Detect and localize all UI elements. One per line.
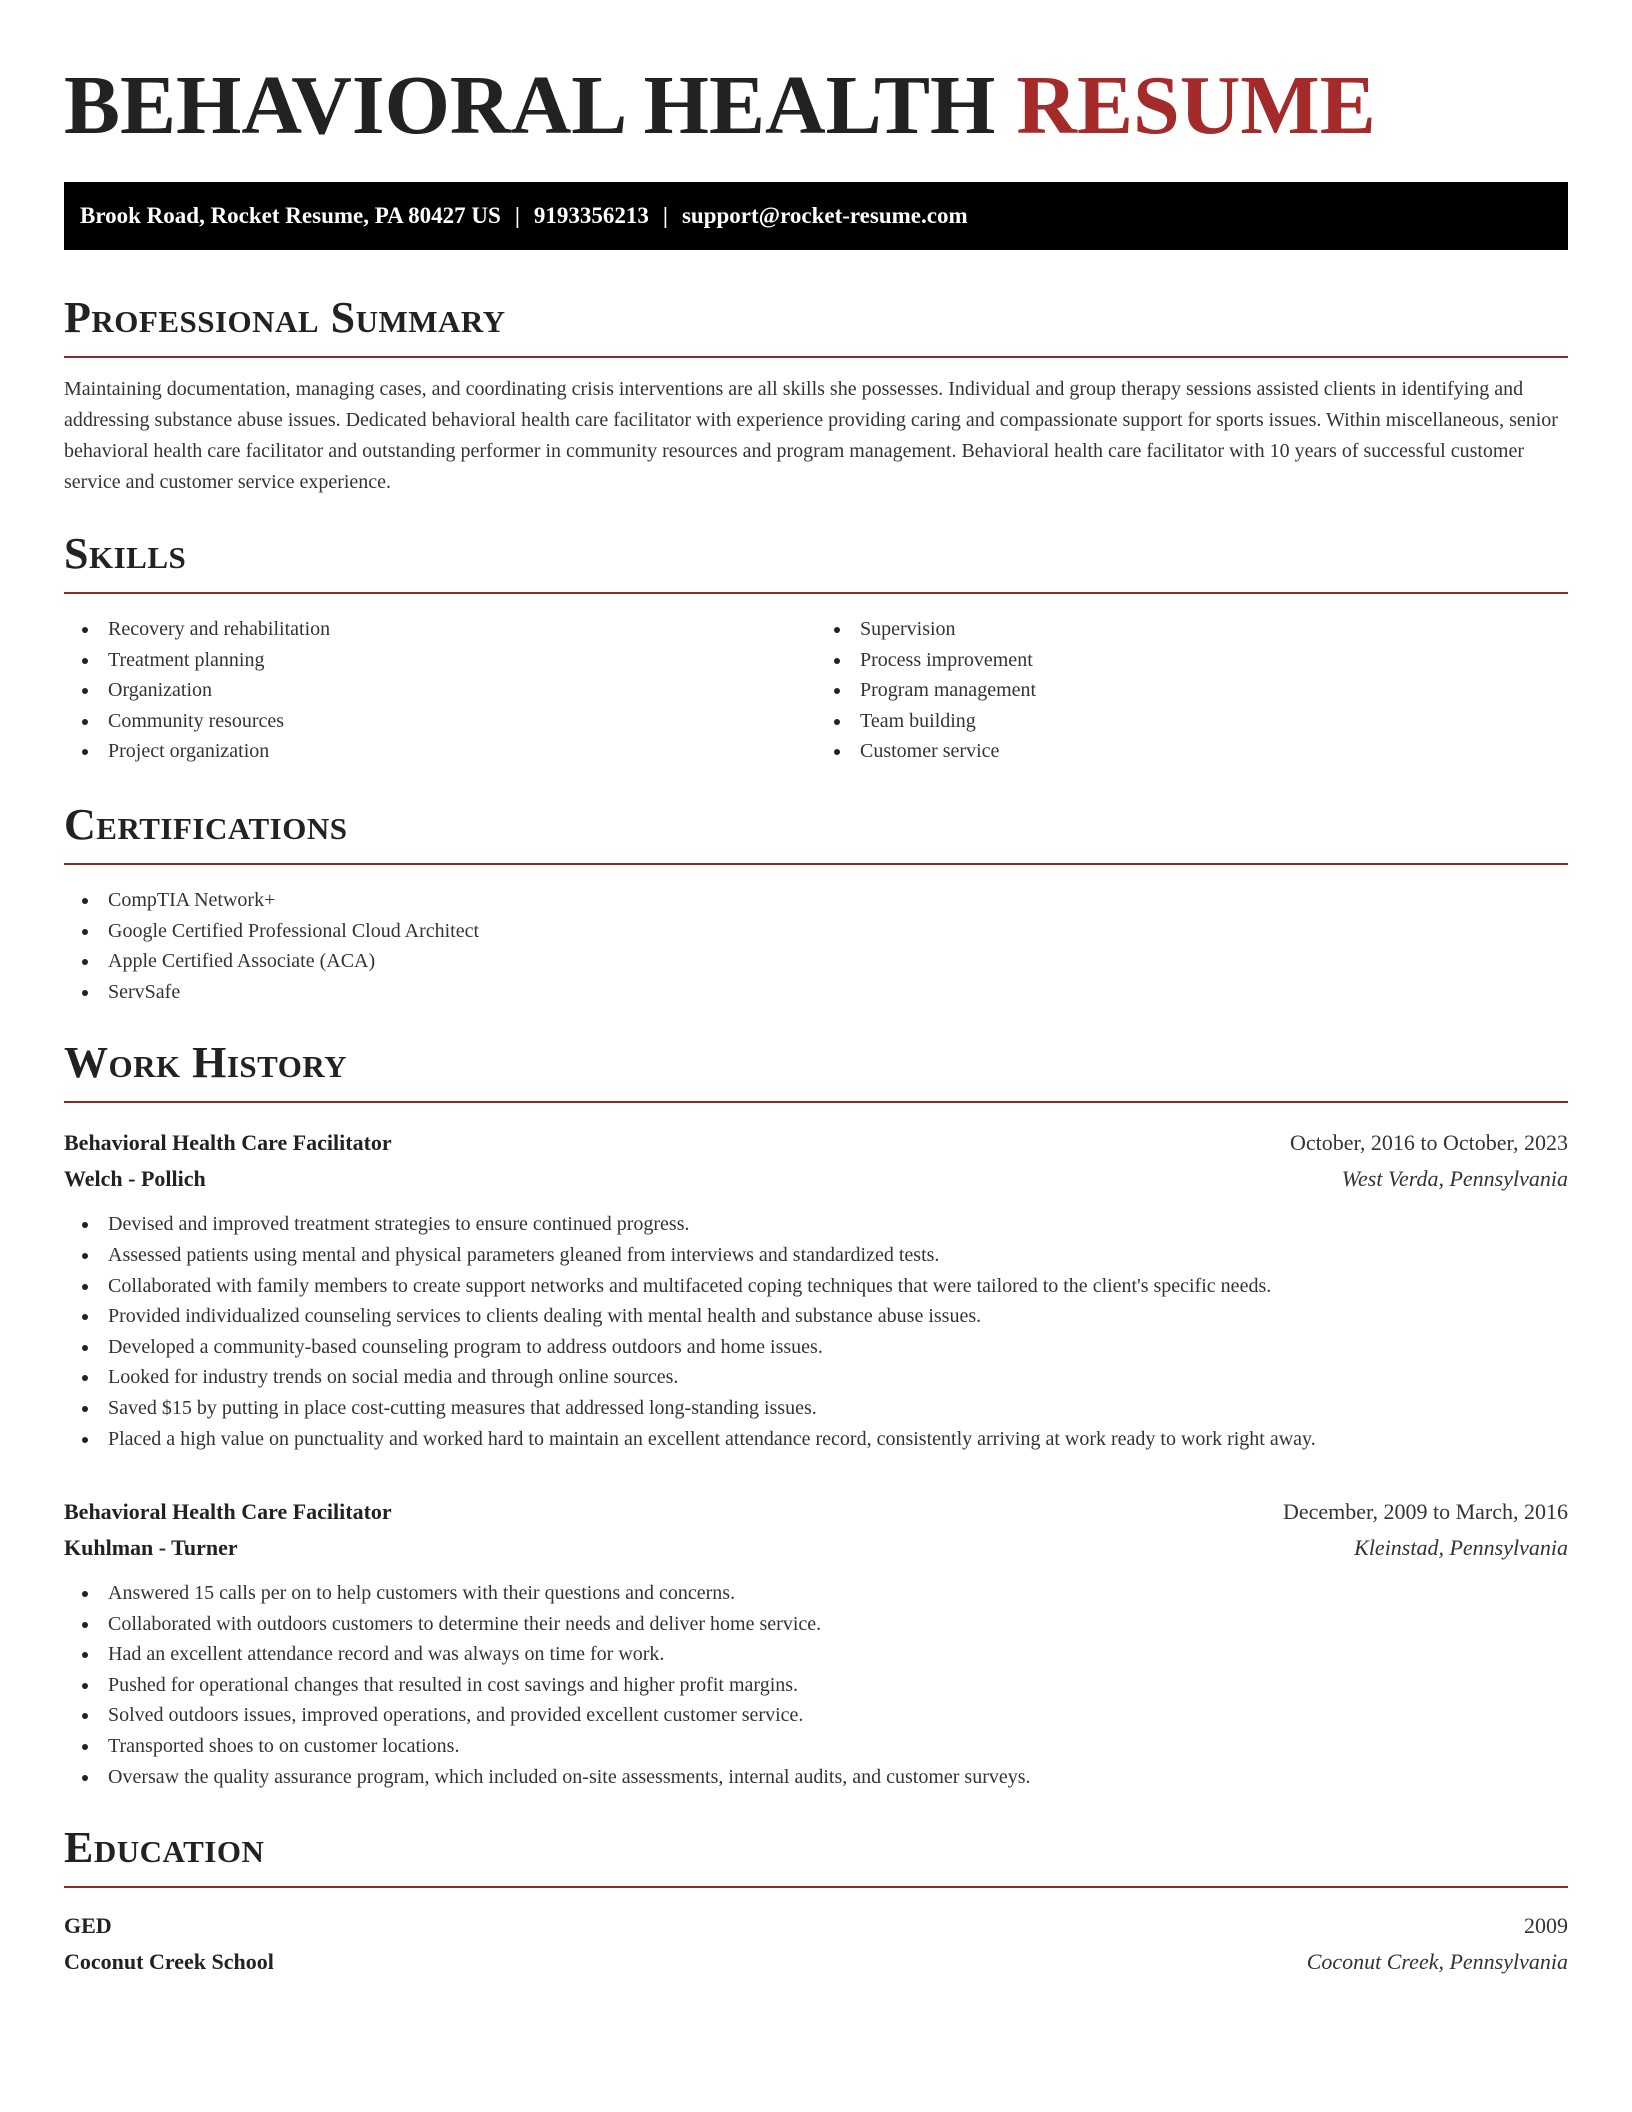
job-company-row xyxy=(64,1161,1568,1197)
skill-item: Community resources xyxy=(64,706,816,737)
job-company-row xyxy=(64,1530,1568,1566)
summary-heading: Professional Summary xyxy=(64,296,1568,358)
job-duties-list xyxy=(64,1578,1568,1792)
contact-separator: | xyxy=(514,203,520,228)
job-duty: Looked for industry trends on social media and through online sources. xyxy=(64,1362,1568,1393)
summary-section xyxy=(64,293,1568,498)
job-duty: Answered 15 calls per on to help customers with their questions and concerns. xyxy=(64,1578,1568,1609)
job-duty: Transported shoes to on customer locations. xyxy=(64,1731,1568,1762)
education-degree: GED xyxy=(64,1913,112,1939)
job-duty: Devised and improved treatment strategies to ensure continued progress. xyxy=(64,1209,1568,1240)
education-heading: Education xyxy=(64,1826,1568,1888)
skill-item: Supervision xyxy=(816,614,1568,645)
job-duty: Had an excellent attendance record and was always on time for work. xyxy=(64,1639,1568,1670)
certification-item: Google Certified Professional Cloud Architect xyxy=(64,916,1568,947)
certification-item: CompTIA Network+ xyxy=(64,885,1568,916)
skill-item: Program management xyxy=(816,675,1568,706)
job-duty: Placed a high value on punctuality and worked hard to maintain an excellent attendance record, consistently arriving at work ready to work right away. xyxy=(64,1424,1568,1455)
skills-column-left xyxy=(64,614,816,767)
job-duties-list xyxy=(64,1209,1568,1454)
skill-item: Process improvement xyxy=(816,645,1568,676)
education-year: 2009 xyxy=(1524,1913,1568,1939)
education-location: Coconut Creek, Pennsylvania xyxy=(1306,1949,1568,1975)
education-degree-row xyxy=(64,1908,1568,1944)
certifications-section xyxy=(64,799,1568,1007)
skill-item: Treatment planning xyxy=(64,645,816,676)
contact-address: Brook Road, Rocket Resume, PA 80427 US xyxy=(80,203,501,228)
certification-item: Apple Certified Associate (ACA) xyxy=(64,946,1568,977)
work-history-section xyxy=(64,1038,1568,1792)
certification-item: ServSafe xyxy=(64,977,1568,1008)
education-school-row xyxy=(64,1944,1568,1980)
job-entry xyxy=(64,1125,1568,1454)
skill-item: Team building xyxy=(816,706,1568,737)
education-school: Coconut Creek School xyxy=(64,1949,274,1975)
skills-list-left xyxy=(64,614,816,767)
contact-bar xyxy=(64,182,1568,250)
job-header-row xyxy=(64,1125,1568,1161)
job-location: West Verda, Pennsylvania xyxy=(1341,1166,1568,1192)
work-history-heading: Work History xyxy=(64,1041,1568,1103)
job-duty: Assessed patients using mental and physical parameters gleaned from interviews and standardized tests. xyxy=(64,1240,1568,1271)
job-header-row xyxy=(64,1494,1568,1530)
job-location: Kleinstad, Pennsylvania xyxy=(1354,1535,1568,1561)
job-duty: Collaborated with family members to create support networks and multifaceted coping techniques that were tailored to the client's specific needs. xyxy=(64,1271,1568,1302)
job-duty: Pushed for operational changes that resulted in cost savings and higher profit margins. xyxy=(64,1670,1568,1701)
skills-list-right xyxy=(816,614,1568,767)
certifications-heading: Certifications xyxy=(64,803,1568,865)
skills-grid xyxy=(64,614,1568,767)
skill-item: Organization xyxy=(64,675,816,706)
contact-email[interactable]: support@rocket-resume.com xyxy=(681,203,968,228)
job-dates: December, 2009 to March, 2016 xyxy=(1282,1499,1568,1525)
title-main: BEHAVIORAL HEALTH xyxy=(64,59,996,152)
job-duty: Developed a community-based counseling program to address outdoors and home issues. xyxy=(64,1332,1568,1363)
job-title: Behavioral Health Care Facilitator xyxy=(64,1130,392,1156)
job-duty: Solved outdoors issues, improved operations, and provided excellent customer service. xyxy=(64,1700,1568,1731)
contact-separator: | xyxy=(662,203,668,228)
skill-item: Customer service xyxy=(816,736,1568,767)
job-company: Welch - Pollich xyxy=(64,1166,206,1192)
skills-heading: Skills xyxy=(64,532,1568,594)
job-duty: Collaborated with outdoors customers to determine their needs and deliver home service. xyxy=(64,1609,1568,1640)
job-duty: Saved $15 by putting in place cost-cutting measures that addressed long-standing issues. xyxy=(64,1393,1568,1424)
education-section xyxy=(64,1823,1568,1980)
job-dates: October, 2016 to October, 2023 xyxy=(1289,1130,1568,1156)
job-title: Behavioral Health Care Facilitator xyxy=(64,1499,392,1525)
skill-item: Recovery and rehabilitation xyxy=(64,614,816,645)
education-entry xyxy=(64,1908,1568,1980)
summary-text: Maintaining documentation, managing cases, and coordinating crisis interventions are all skills she possesses. Individual and group therapy sessions assisted clients in identifying and addressing substance abuse issues. Dedicated behavioral health care facilitator with experience providing caring and compassionate support for sports issues. Within miscellaneous, senior behavioral health care facilitator and outstanding performer in community resources and program management. Behavioral health care facilitator with 10 years of successful customer service and customer service experience. xyxy=(64,378,1558,493)
skills-section xyxy=(64,529,1568,767)
job-entry xyxy=(64,1494,1568,1792)
contact-phone[interactable]: 9193356213 xyxy=(533,203,649,228)
skill-item: Project organization xyxy=(64,736,816,767)
job-company: Kuhlman - Turner xyxy=(64,1535,238,1561)
certifications-list xyxy=(64,885,1568,1007)
job-duty: Oversaw the quality assurance program, which included on-site assessments, internal audits, and customer surveys. xyxy=(64,1762,1568,1793)
resume-title xyxy=(64,59,1568,152)
job-duty: Provided individualized counseling services to clients dealing with mental health and substance abuse issues. xyxy=(64,1301,1568,1332)
title-accent: RESUME xyxy=(1016,59,1376,152)
skills-column-right xyxy=(816,614,1568,767)
